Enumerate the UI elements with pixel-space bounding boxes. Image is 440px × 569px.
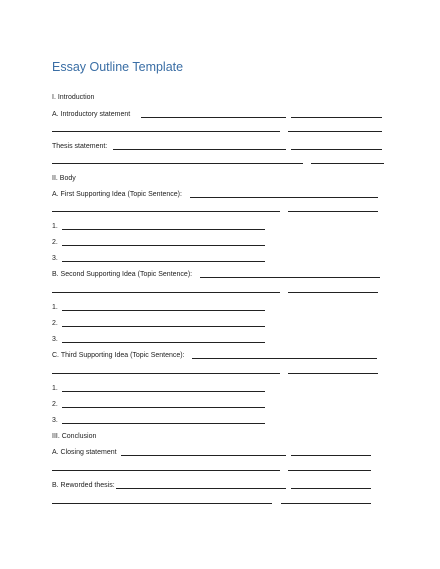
- blank-line: [291, 149, 382, 150]
- blank-line: [291, 488, 371, 489]
- section-heading-conclusion: III. Conclusion: [52, 433, 97, 440]
- label-introductory-statement: A. Introductory statement: [52, 111, 131, 118]
- blank-line: [52, 131, 280, 132]
- item-number: 1.: [52, 304, 58, 311]
- item-number: 2.: [52, 401, 58, 408]
- blank-line: [62, 391, 265, 392]
- blank-line: [62, 245, 265, 246]
- label-second-supporting-idea: B. Second Supporting Idea (Topic Sentence):: [52, 271, 193, 278]
- blank-line: [62, 342, 265, 343]
- blank-line: [52, 470, 280, 471]
- blank-line: [281, 503, 371, 504]
- blank-line: [291, 117, 382, 118]
- section-heading-body: II. Body: [52, 175, 76, 182]
- item-number: 2.: [52, 239, 58, 246]
- blank-line: [288, 373, 378, 374]
- label-reworded-thesis: B. Reworded thesis:: [52, 482, 115, 489]
- item-number: 1.: [52, 223, 58, 230]
- blank-line: [288, 292, 378, 293]
- blank-line: [190, 197, 378, 198]
- blank-line: [62, 229, 265, 230]
- blank-line: [62, 261, 265, 262]
- blank-line: [52, 373, 280, 374]
- blank-line: [141, 117, 286, 118]
- label-closing-statement: A. Closing statement: [52, 449, 117, 456]
- label-first-supporting-idea: A. First Supporting Idea (Topic Sentence):: [52, 191, 182, 198]
- blank-line: [113, 149, 286, 150]
- label-thesis-statement: Thesis statement:: [52, 143, 108, 150]
- blank-line: [311, 163, 384, 164]
- document-title: Essay Outline Template: [52, 60, 184, 74]
- item-number: 2.: [52, 320, 58, 327]
- blank-line: [116, 488, 286, 489]
- blank-line: [62, 310, 265, 311]
- blank-line: [288, 211, 378, 212]
- blank-line: [200, 277, 380, 278]
- blank-line: [288, 470, 371, 471]
- item-number: 3.: [52, 417, 58, 424]
- blank-line: [291, 455, 371, 456]
- item-number: 3.: [52, 255, 58, 262]
- blank-line: [62, 407, 265, 408]
- blank-line: [52, 211, 280, 212]
- blank-line: [52, 503, 272, 504]
- blank-line: [62, 326, 265, 327]
- blank-line: [192, 358, 377, 359]
- blank-line: [288, 131, 382, 132]
- blank-line: [52, 163, 303, 164]
- blank-line: [62, 423, 265, 424]
- label-third-supporting-idea: C. Third Supporting Idea (Topic Sentence):: [52, 352, 185, 359]
- item-number: 3.: [52, 336, 58, 343]
- blank-line: [121, 455, 286, 456]
- item-number: 1.: [52, 385, 58, 392]
- section-heading-introduction: I. Introduction: [52, 94, 95, 101]
- blank-line: [52, 292, 280, 293]
